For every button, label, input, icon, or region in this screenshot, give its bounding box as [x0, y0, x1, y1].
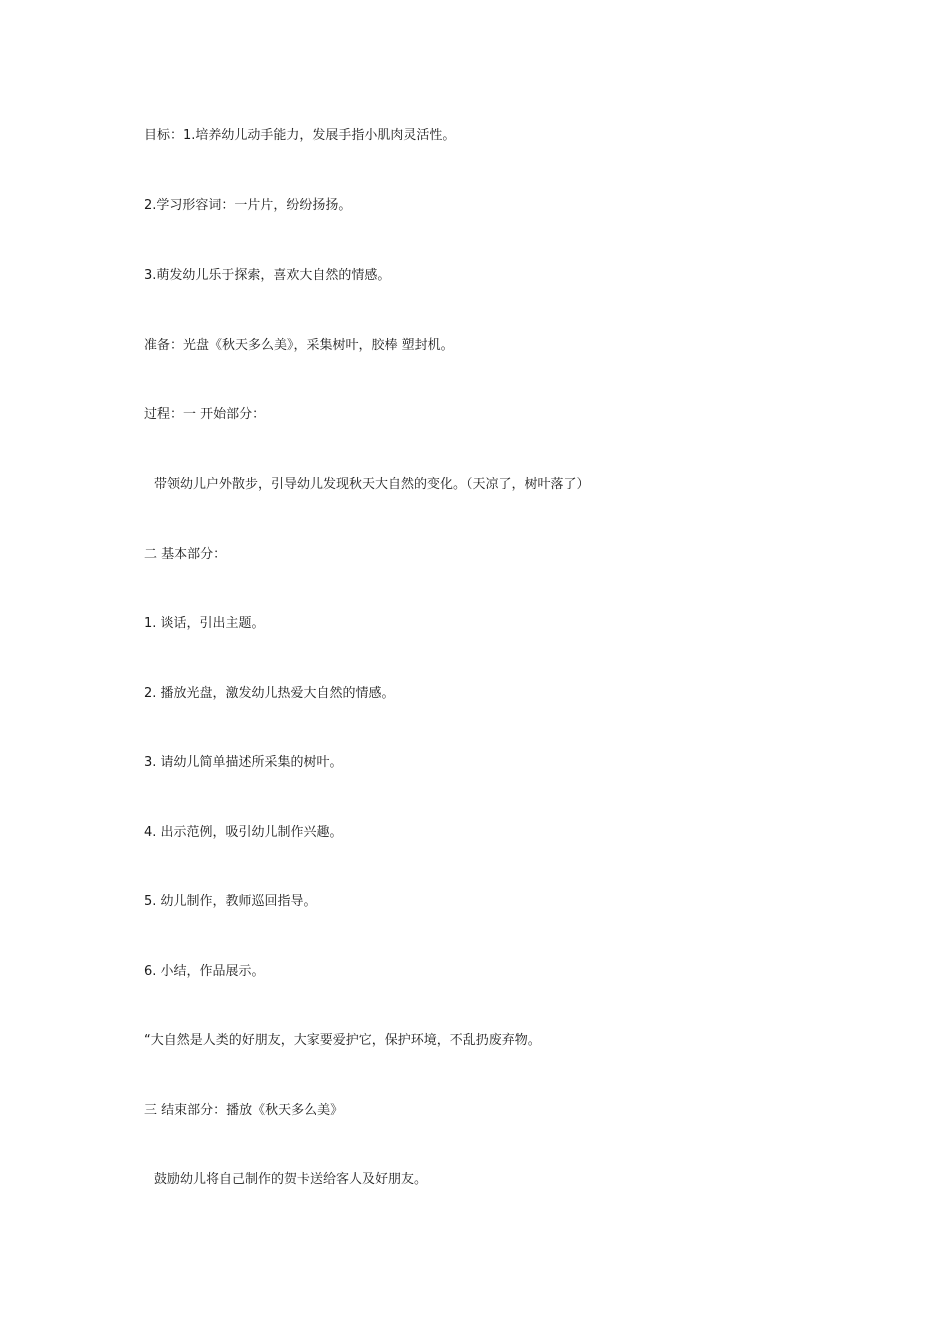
step-2-item: 2. 播放光盘，激发幼儿热爱大自然的情感。 [144, 686, 395, 701]
step-5-item: 5. 幼儿制作，教师巡回指导。 [144, 894, 317, 909]
step-4-item: 4. 出示范例，吸引幼儿制作兴趣。 [144, 825, 343, 840]
step-1-item: 1. 谈话，引出主题。 [144, 616, 265, 631]
preparation-paragraph: 准备：光盘《秋天多么美》，采集树叶，胶棒 塑封机。 [144, 338, 454, 353]
process-start-heading: 过程：一 开始部分： [144, 407, 266, 422]
goal-2-paragraph: 2.学习形容词：一片片，纷纷扬扬。 [144, 198, 352, 213]
greeting-card-paragraph: 鼓励幼儿将自己制作的贺卡送给客人及好朋友。 [154, 1172, 428, 1187]
outdoor-walk-paragraph: 带领幼儿户外散步，引导幼儿发现秋天大自然的变化。（天凉了，树叶落了） [154, 477, 590, 492]
step-6-item: 6. 小结，作品展示。 [144, 964, 265, 979]
nature-quote-paragraph: “大自然是人类的好朋友，大家要爱护它，保护环境，不乱扔废弃物。 [144, 1033, 541, 1048]
step-3-item: 3. 请幼儿简单描述所采集的树叶。 [144, 755, 343, 770]
basic-part-heading: 二 基本部分： [144, 547, 227, 562]
ending-part-heading: 三 结束部分：播放《秋天多么美》 [144, 1103, 344, 1118]
goal-3-paragraph: 3.萌发幼儿乐于探索，喜欢大自然的情感。 [144, 268, 391, 283]
goal-1-paragraph: 目标：1.培养幼儿动手能力，发展手指小肌肉灵活性。 [144, 128, 456, 143]
